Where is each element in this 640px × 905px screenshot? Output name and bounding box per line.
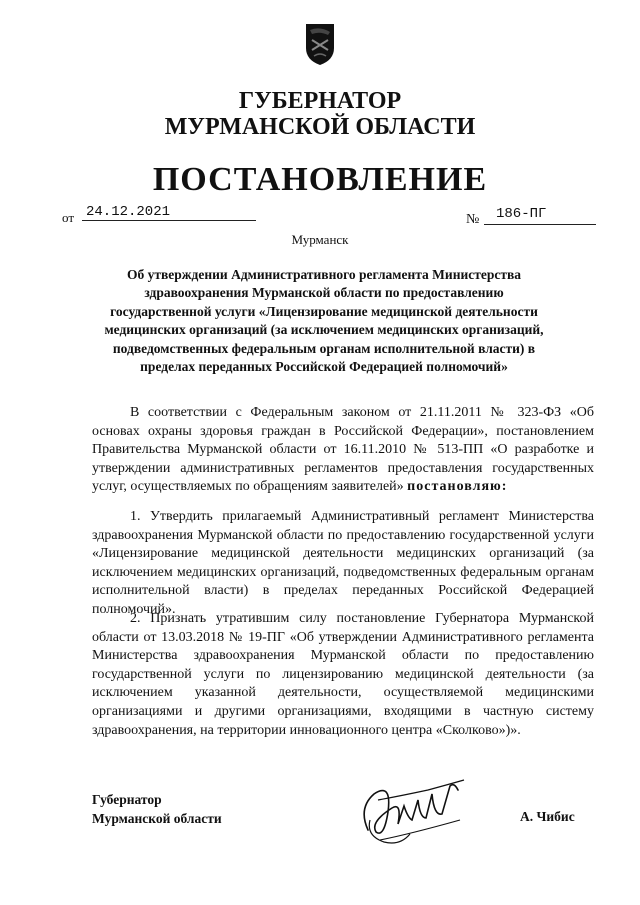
date-value: 24.12.2021 bbox=[82, 204, 256, 221]
number-value: 186-ПГ bbox=[484, 206, 596, 225]
preamble-paragraph bbox=[92, 404, 594, 497]
date-prefix: от bbox=[62, 210, 75, 225]
signatory-title-line-1: Губернатор bbox=[92, 792, 162, 807]
item-2-paragraph: 2. Признать утратившим силу постановление Губернатора Мурманской области от 13.03.2018 № 19-ПГ «Об утверждении Административного регламента Министерства здравоохранения Мурманской области по предоставлению государственной услуги по лицензированию медицинской деятельности (за исключением указанной деятельности, осуществляемой медицинскими организациями и другими организациями, входящими в частную систему здравоохранения, на территории инновационного центра «Сколково»)». bbox=[92, 611, 594, 738]
document-subject: Об утверждении Административного регламента Министерства здравоохранения Мурманской области по предоставлению государственной услуги «Лицензирование медицинской деятельности медицинских организаций (за исключением медицинских организаций, подведомственных федеральным органам исполнительной власти) в пределах переданных Российской Федерацией полномочий» bbox=[104, 267, 544, 375]
signatory-name: А. Чибис bbox=[520, 809, 575, 824]
signatory-title bbox=[92, 790, 222, 828]
document-type: ПОСТАНОВЛЕНИЕ bbox=[152, 161, 488, 198]
city: Мурманск bbox=[291, 232, 349, 247]
authority-line-2: МУРМАНСКОЙ ОБЛАСТИ bbox=[164, 114, 476, 140]
number-prefix: № bbox=[466, 212, 480, 227]
item-1-paragraph: 1. Утвердить прилагаемый Административный регламент Министерства здравоохранения Мурманской области по предоставлению государственной услуги «Лицензирование медицинской деятельности медицинских организаций (за исключением медицинских организаций, подведомственных федеральным органам исполнительной власти) в пределах переданных Российской Федерацией полномочий». bbox=[92, 509, 594, 617]
authority-line-1: ГУБЕРНАТОР bbox=[238, 88, 402, 114]
resolution-keyword: постановляю: bbox=[407, 479, 508, 495]
signatory-title-line-2: Мурманской области bbox=[92, 811, 222, 826]
handwritten-signature bbox=[340, 760, 490, 860]
preamble-text: В соответствии с Федеральным законом от 21.11.2011 № 323-ФЗ «Об основах охраны здоровья граждан в Российской Федерации», постановлением Правительства Мурманской области от 16.11.2010 № 513-ПП «О разработке и утверждении административных регламентов предоставления государственных услуг, осуществляемых по обращениям заявителей» bbox=[92, 405, 594, 495]
coat-of-arms-icon bbox=[302, 22, 338, 66]
